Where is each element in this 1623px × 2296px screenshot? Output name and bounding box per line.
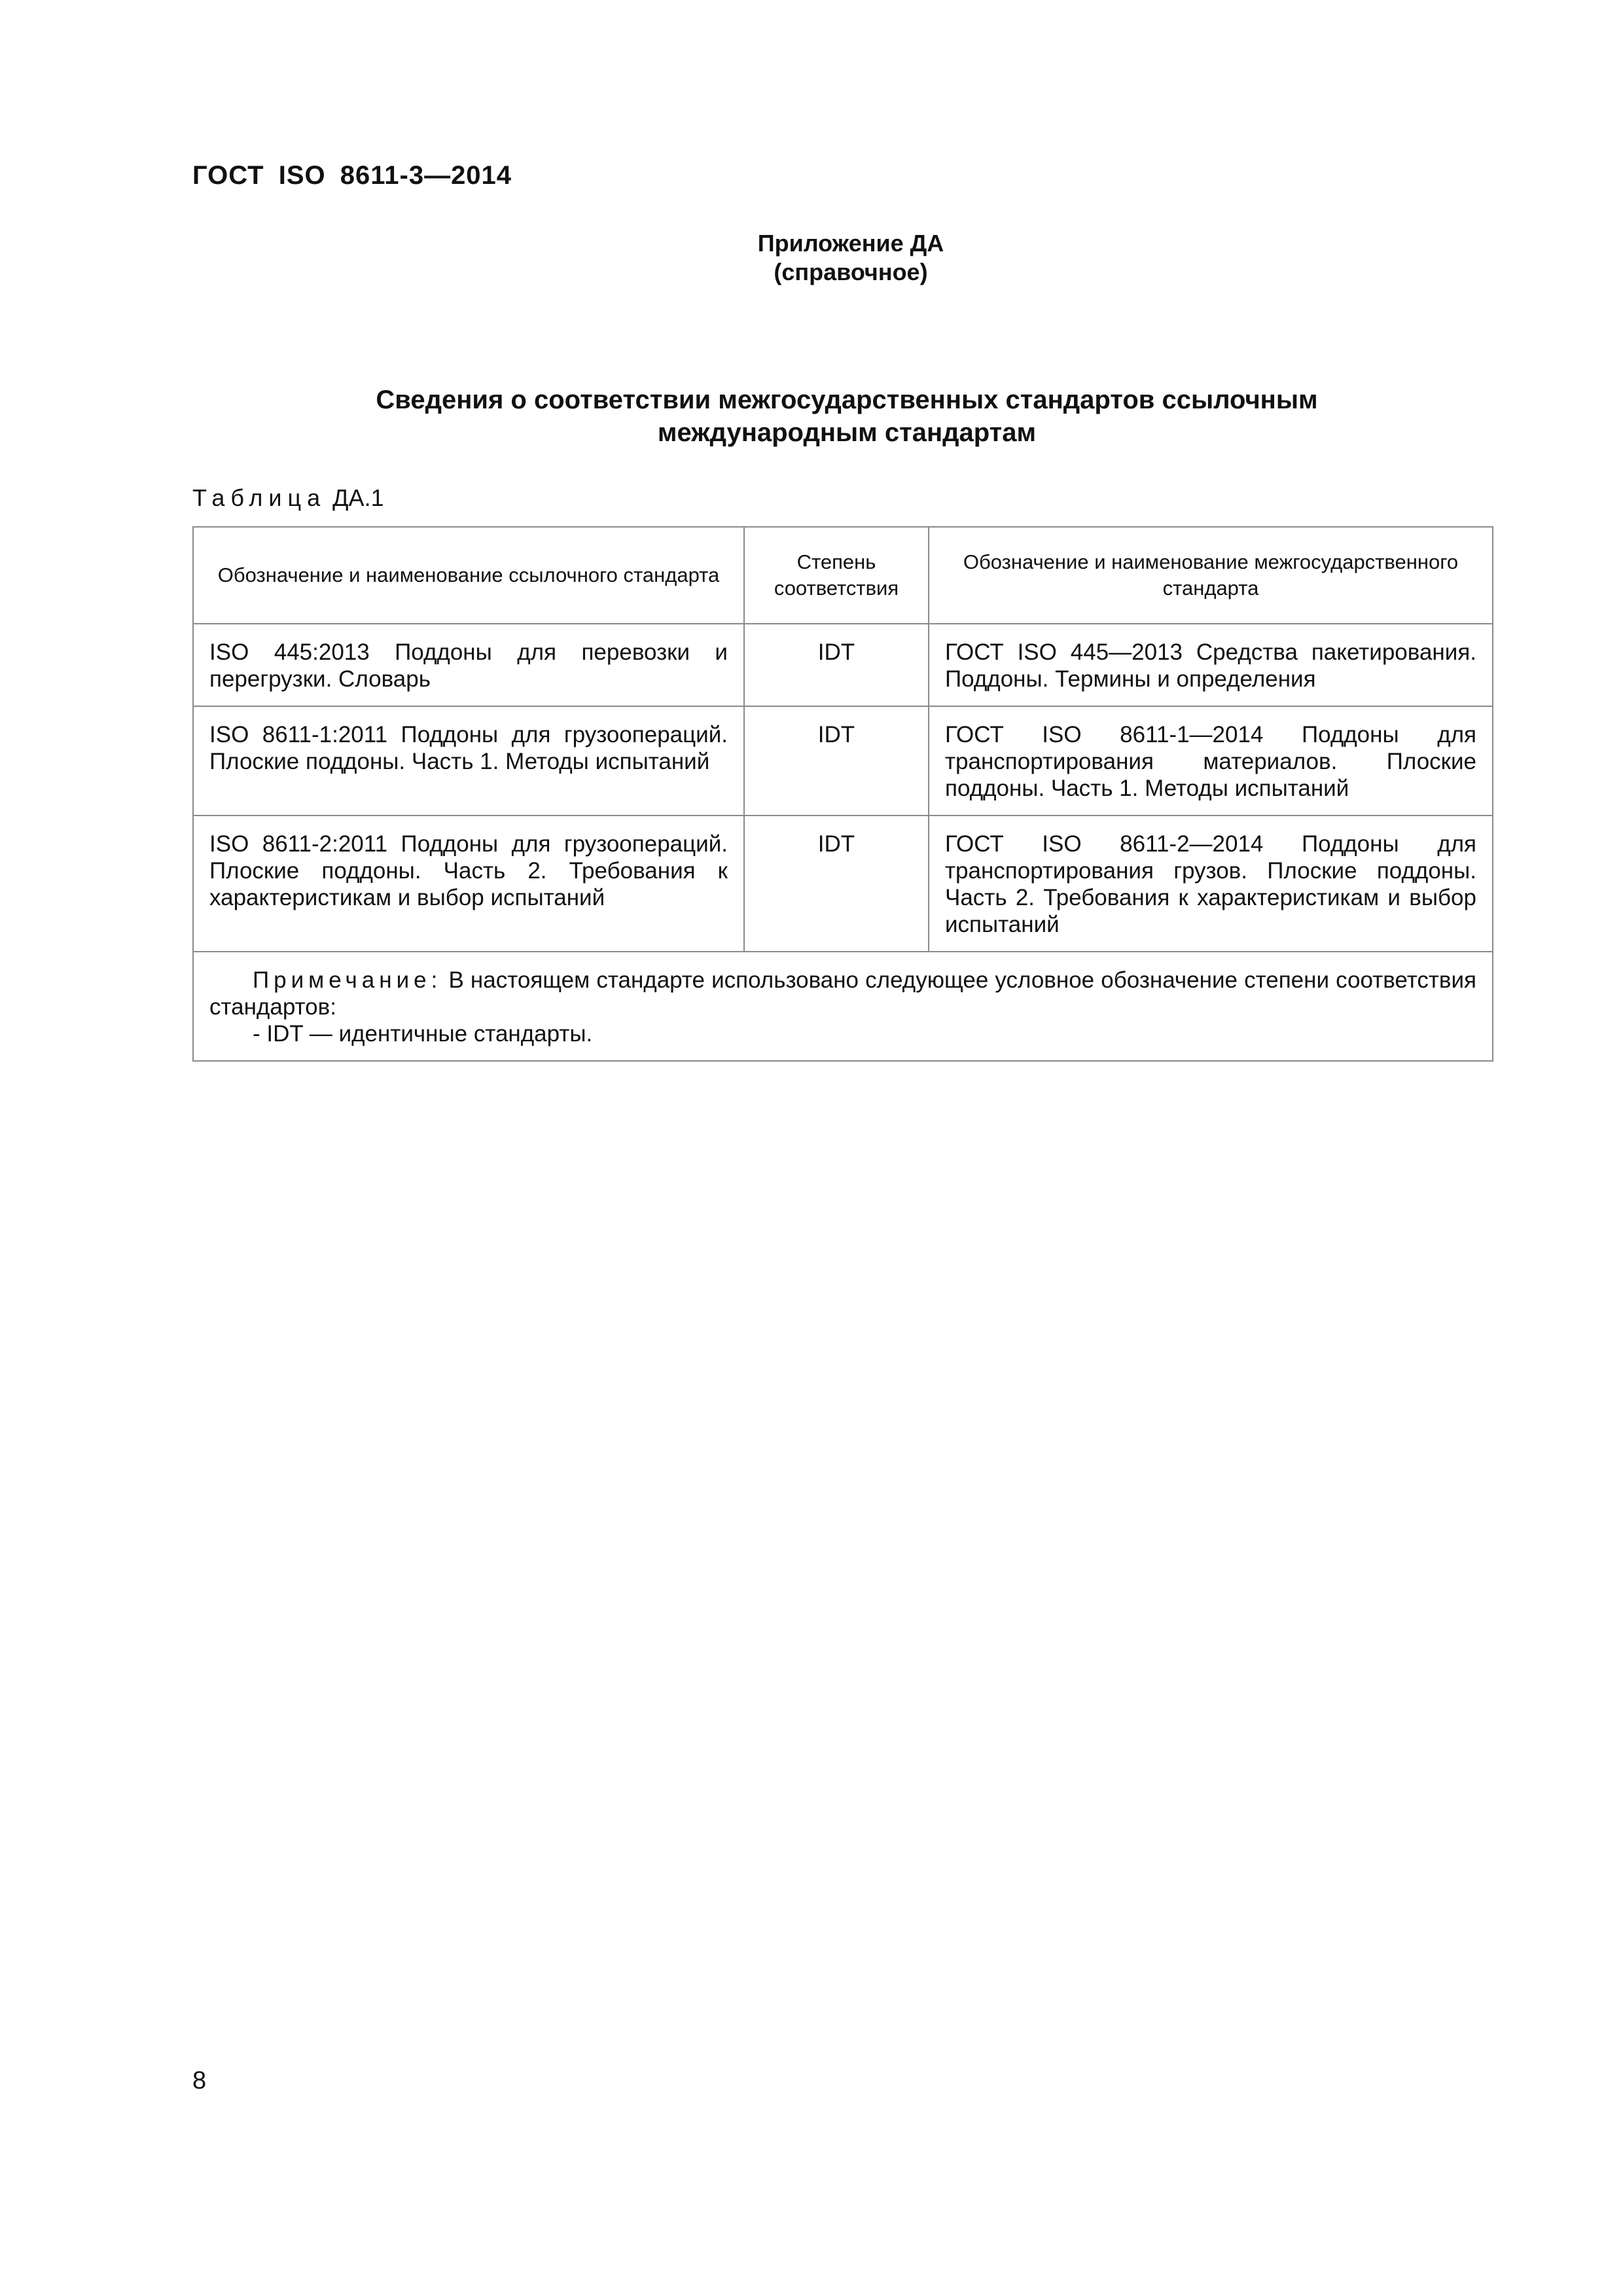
table-row: [193, 624, 1493, 706]
table-label-prefix: Таблица: [192, 484, 327, 511]
table-label-number: ДА.1: [332, 484, 384, 511]
note-text-line: [209, 967, 1476, 1020]
appendix-kind: (справочное): [774, 259, 928, 285]
degree-cell: IDT: [744, 816, 929, 952]
section-title: [192, 384, 1501, 449]
appendix-title: Приложение ДА: [757, 230, 944, 257]
table-row: [193, 816, 1493, 952]
table-label: [192, 484, 384, 512]
reference-standard-cell: ISO 445:2013 Поддоны для перевозки и перегрузки. Словарь: [193, 624, 744, 706]
note-text: В настоящем стандарте использовано следующее условное обозначение степени соответствия стандартов:: [209, 967, 1476, 1020]
table-row: [193, 706, 1493, 816]
table-note: [193, 952, 1493, 1061]
degree-cell: IDT: [744, 706, 929, 816]
table-header-row: [193, 527, 1493, 624]
interstate-standard-cell: ГОСТ ISO 8611-2—2014 Поддоны для транспортирования грузов. Плоские поддоны. Часть 2. Требования к характеристикам и выбор испытаний: [929, 816, 1493, 952]
interstate-standard-cell: ГОСТ ISO 8611-1—2014 Поддоны для транспортирования материалов. Плоские поддоны. Часть 1. Методы испытаний: [929, 706, 1493, 816]
section-title-line-1: Сведения о соответствии межгосударственных стандартов ссылочным: [376, 386, 1318, 414]
column-header-reference-standard: Обозначение и наименование ссылочного стандарта: [193, 527, 744, 624]
reference-standard-cell: ISO 8611-2:2011 Поддоны для грузоопераций. Плоские поддоны. Часть 2. Требования к характеристикам и выбор испытаний: [193, 816, 744, 952]
table-note-row: [193, 952, 1493, 1061]
column-header-degree: Степень соответствия: [744, 527, 929, 624]
note-heading: Примечание:: [253, 967, 442, 993]
section-title-line-2: международным стандартам: [657, 418, 1037, 447]
column-header-interstate-standard: Обозначение и наименование межгосударственного стандарта: [929, 527, 1493, 624]
appendix-heading: [654, 229, 1047, 287]
note-list-item: - IDT — идентичные стандарты.: [253, 1021, 593, 1047]
reference-standards-table: [192, 526, 1493, 1062]
page-number: 8: [192, 2067, 207, 2094]
document-code: ГОСТ ISO 8611-3—2014: [192, 161, 512, 190]
reference-standard-cell: ISO 8611-1:2011 Поддоны для грузоопераций. Плоские поддоны. Часть 1. Методы испытаний: [193, 706, 744, 816]
degree-cell: IDT: [744, 624, 929, 706]
interstate-standard-cell: ГОСТ ISO 445—2013 Средства пакетирования. Поддоны. Термины и определения: [929, 624, 1493, 706]
